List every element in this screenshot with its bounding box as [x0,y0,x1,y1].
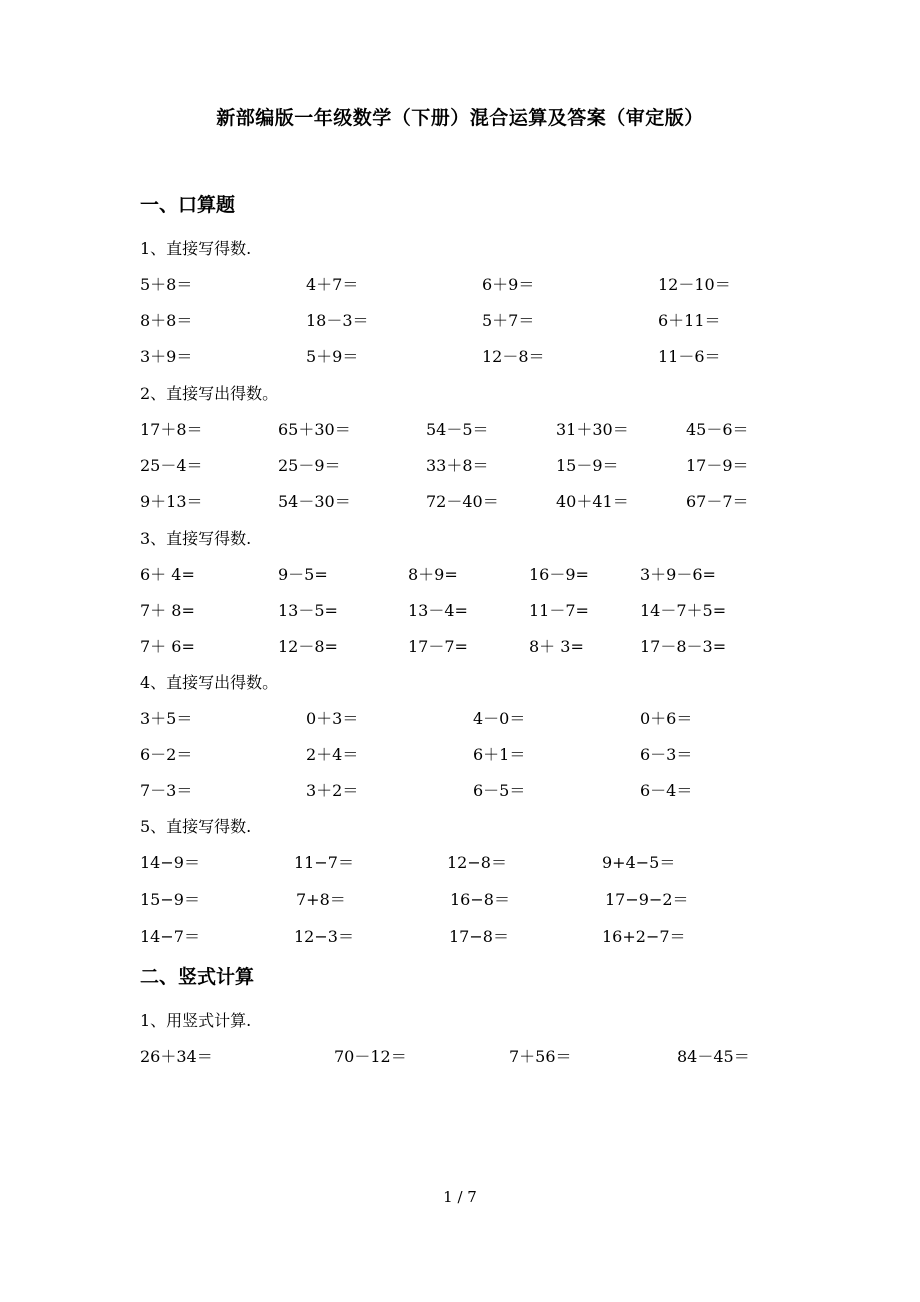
problem-row [0,706,920,730]
problem: 17＋8＝ [140,420,203,439]
problem: 65＋30＝ [278,420,351,439]
problem-row [0,742,920,766]
problem: 6－4＝ [640,781,693,800]
problem: 11－6＝ [658,347,721,366]
problem: 25－9＝ [278,456,341,475]
problem: 6＋1＝ [473,745,526,764]
problem: 12－10＝ [658,275,731,294]
problem: 11−7＝ [294,853,354,872]
problem: 31＋30＝ [556,420,629,439]
problem: 4－0＝ [473,709,526,728]
problem: 14−7＝ [140,927,200,946]
problem: 9－5= [278,565,328,584]
problem: 3＋2＝ [306,781,359,800]
section-heading-oral: 一、口算题 [140,194,236,216]
page-title: 新部编版一年级数学（下册）混合运算及答案（审定版） [216,107,704,129]
problem: 5＋9＝ [306,347,359,366]
problem-row [0,924,920,948]
problem: 0＋6＝ [640,709,693,728]
problem: 5＋7＝ [482,311,535,330]
problem: 33＋8＝ [426,456,489,475]
problem: 54－30＝ [278,492,351,511]
problem: 15－9＝ [556,456,619,475]
problem: 8＋8＝ [140,311,193,330]
problem: 8＋9= [408,565,458,584]
problem: 12−3＝ [294,927,354,946]
problem-row [0,778,920,802]
problem: 7+8＝ [296,890,346,909]
problem: 9＋13＝ [140,492,203,511]
problem: 54－5＝ [426,420,489,439]
problem: 16−8＝ [450,890,510,909]
problem-row [0,272,920,296]
problem: 67－7＝ [686,492,749,511]
problem: 84－45＝ [677,1047,750,1066]
problem: 18－3＝ [306,311,369,330]
problem: 17−9−2＝ [605,890,689,909]
problem: 14－7＋5= [640,601,727,620]
problem-row [0,417,920,441]
instruction: 1、直接写得数. [140,239,252,258]
problem: 3＋9－6= [640,565,716,584]
problem: 6－3＝ [640,745,693,764]
section-heading-vertical: 二、竖式计算 [140,966,255,988]
problem: 7＋ 6= [140,637,195,656]
problem: 7－3＝ [140,781,193,800]
problem-row [0,308,920,332]
problem: 17−8＝ [449,927,509,946]
problem: 6＋9＝ [482,275,535,294]
problem-row [0,344,920,368]
problem: 5＋8＝ [140,275,193,294]
problem: 25－4＝ [140,456,203,475]
problem: 17－9＝ [686,456,749,475]
problem: 17－8－3= [640,637,727,656]
problem: 7＋56＝ [509,1047,572,1066]
problem: 0＋3＝ [306,709,359,728]
problem: 13－4= [408,601,468,620]
problem-row [0,1044,920,1068]
problem: 11－7= [529,601,589,620]
problem: 16+2−7＝ [602,927,686,946]
instruction: 4、直接写出得数。 [140,673,279,692]
problem: 6－5＝ [473,781,526,800]
problem: 6＋11＝ [658,311,721,330]
problem-row [0,562,920,586]
problem: 45－6＝ [686,420,749,439]
instruction: 1、用竖式计算. [140,1011,252,1030]
problem: 12−8＝ [447,853,507,872]
problem: 72－40＝ [426,492,499,511]
problem: 70－12＝ [334,1047,407,1066]
problem-row [0,489,920,513]
problem: 3＋5＝ [140,709,193,728]
problem: 40＋41＝ [556,492,629,511]
problem: 6－2＝ [140,745,193,764]
problem: 15−9＝ [140,890,200,909]
problem: 17－7= [408,637,468,656]
problem-row [0,850,920,874]
problem: 14−9＝ [140,853,200,872]
instruction: 3、直接写得数. [140,529,252,548]
instruction: 2、直接写出得数。 [140,384,279,403]
problem: 13－5= [278,601,338,620]
problem: 9+4−5＝ [602,853,676,872]
problem: 12－8= [278,637,338,656]
problem: 8＋ 3= [529,637,584,656]
problem-row [0,598,920,622]
problem: 7＋ 8= [140,601,195,620]
problem-row [0,453,920,477]
problem: 12－8＝ [482,347,545,366]
problem: 6＋ 4= [140,565,195,584]
problem-row [0,634,920,658]
problem-row [0,887,920,911]
problem: 26＋34＝ [140,1047,213,1066]
problem: 3＋9＝ [140,347,193,366]
instruction: 5、直接写得数. [140,817,252,836]
problem: 2＋4＝ [306,745,359,764]
problem: 4＋7＝ [306,275,359,294]
page-number: 1 / 7 [443,1188,477,1206]
problem: 16－9= [529,565,589,584]
